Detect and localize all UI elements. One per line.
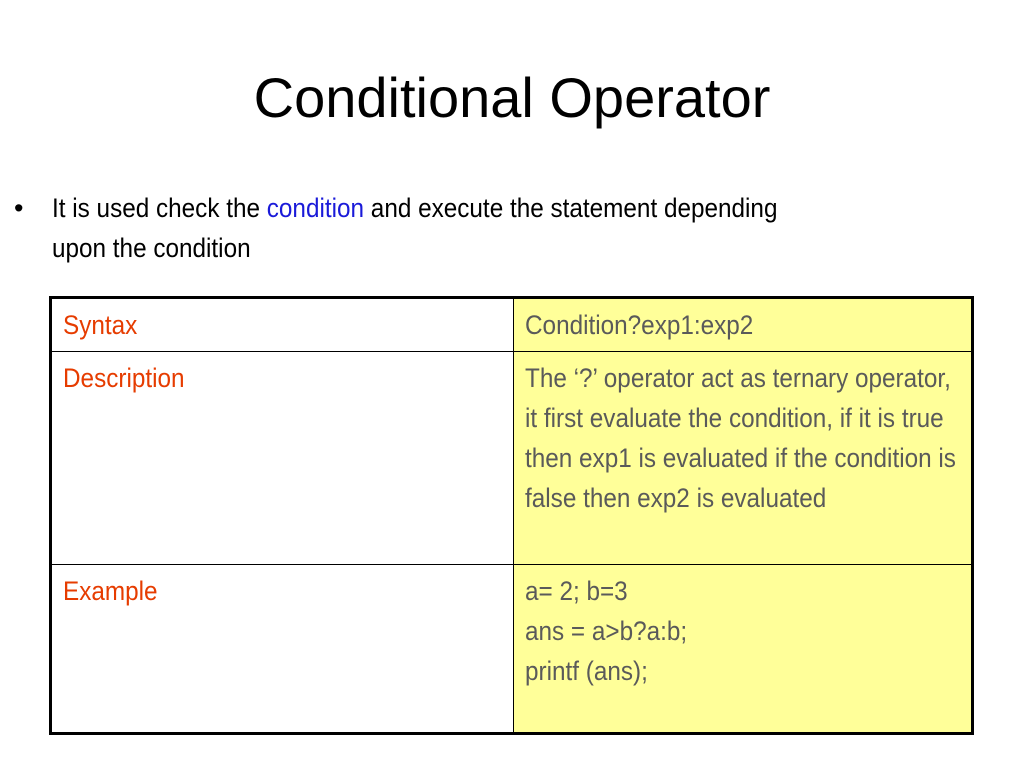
- description-value-cell: [514, 352, 973, 565]
- bullet-text: [52, 188, 826, 268]
- example-label-cell: [51, 565, 514, 734]
- syntax-value: Condition?exp1:exp2: [525, 310, 754, 340]
- example-line-1: a= 2; b=3: [525, 576, 628, 606]
- syntax-label: Syntax: [63, 310, 138, 340]
- example-line-3: printf (ans);: [525, 656, 648, 686]
- bullet-highlight: condition: [266, 193, 365, 223]
- table-row-example: [51, 565, 973, 734]
- example-line-2: ans = a>b?a:b;: [525, 616, 688, 646]
- syntax-label-cell: [51, 298, 514, 352]
- example-value-cell: [514, 565, 973, 734]
- slide-title: Conditional Operator: [253, 66, 771, 129]
- description-value: The ‘?’ operator act as ternary operator, it first evaluate the condition, if it is true then exp1 is evaluated if the condition is false then exp2 is evaluated: [525, 363, 956, 513]
- bullet-marker: •: [14, 193, 24, 223]
- table-row-description: [51, 352, 973, 565]
- example-label: Example: [63, 576, 158, 606]
- operator-table: [49, 296, 974, 735]
- description-label: Description: [63, 363, 185, 393]
- bullet-text-before: It is used check the: [52, 193, 267, 223]
- description-label-cell: [51, 352, 514, 565]
- bullet-item: [12, 188, 912, 268]
- table-row-syntax: [51, 298, 973, 352]
- syntax-value-cell: [514, 298, 973, 352]
- bullet-text-after: and execute the statement depending upon the condition: [52, 193, 778, 263]
